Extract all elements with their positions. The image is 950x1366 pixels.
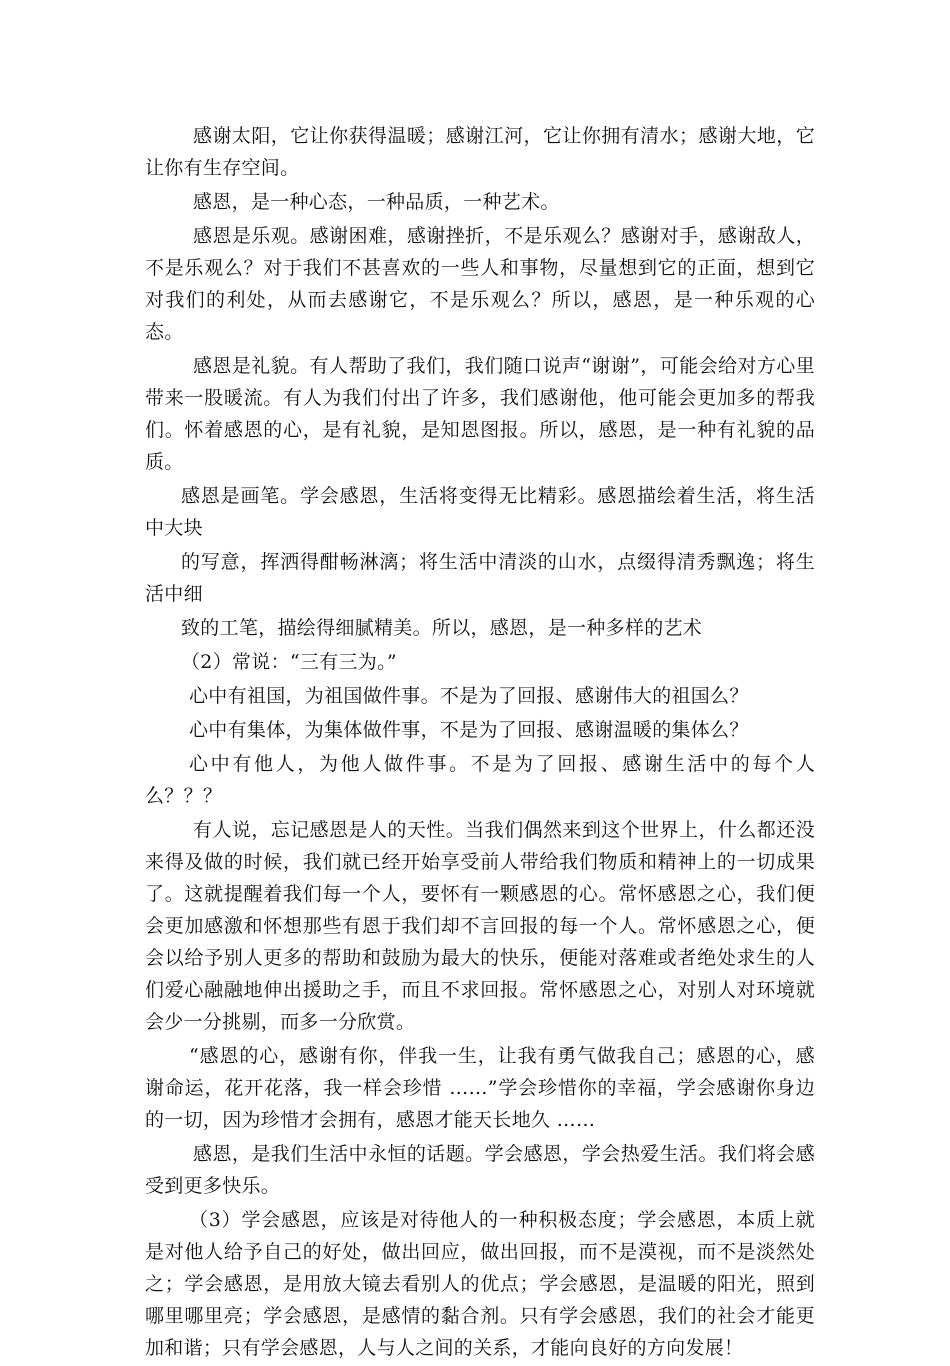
paragraph-gratitude-brush-2: 的写意，挥洒得酣畅淋漓；将生活中清淡的山水，点缀得清秀飘逸；将生活中细 <box>145 551 815 605</box>
paragraph-gratitude-brush-3: 致的工笔，描绘得细腻精美。所以，感恩，是一种多样的艺术 <box>181 617 703 639</box>
paragraph-thank-nature: 感谢太阳，它让你获得温暖；感谢江河，它让你拥有清水；感谢大地，它让你有生存空间。 <box>145 125 815 179</box>
paragraph-song-quote: “感恩的心，感谢有你，伴我一生，让我有勇气做我自己；感恩的心，感谢命运，花开花落，我一样会珍惜 ……”学会珍惜你的幸福，学会感谢你身边的一切，因为珍惜才会拥有，感恩才能天长地久 …… <box>145 1045 815 1131</box>
paragraph-others: 心中有他人，为他人做件事。不是为了回报、感谢生活中的每个人么？？？ <box>145 753 815 807</box>
paragraph-gratitude-politeness: 感恩是礼貌。有人帮助了我们，我们随口说声“谢谢”，可能会给对方心里带来一股暖流。有人为我们付出了许多，我们感谢他，他可能会更加多的帮我们。怀着感恩的心，是有礼貌，是知恩图报。所以，感恩，是一种有礼貌的品质。 <box>145 355 815 473</box>
paragraph-collective: 心中有集体，为集体做件事，不是为了回报、感谢温暖的集体么？ <box>189 719 749 741</box>
paragraph-gratitude-definition: 感恩，是一种心态，一种品质，一种艺术。 <box>193 191 560 213</box>
paragraph-learn-gratitude: （3）学会感恩，应该是对待他人的一种积极态度；学会感恩，本质上就是对他人给予自己的好处，做出回应，做出回报，而不是漠视，而不是淡然处之；学会感恩，是用放大镜去看别人的优点；学会感恩，是温暖的阳光，照到哪里哪里亮；学会感恩，是感情的黏合剂。只有学会感恩，我们的社会才能更加和谐；只有学会感恩，人与人之间的关系，才能向良好的方向发展！ <box>145 1209 815 1359</box>
paragraph-motherland: 心中有祖国，为祖国做件事。不是为了回报、感谢伟大的祖国么？ <box>189 685 749 707</box>
paragraph-gratitude-optimism: 感恩是乐观。感谢困难，感谢挫折，不是乐观么？感谢对手，感谢敌人，不是乐观么？对于我们不甚喜欢的一些人和事物，尽量想到它的正面，想到它对我们的利处，从而去感谢它，不是乐观么？所以，感恩，是一种乐观的心态。 <box>145 225 815 343</box>
paragraph-grateful-heart: 有人说，忘记感恩是人的天性。当我们偶然来到这个世界上，什么都还没来得及做的时候，我们就已经开始享受前人带给我们物质和精神上的一切成果了。这就提醒着我们每一个人，要怀有一颗感恩的心。常怀感恩之心，我们便会更加感激和怀想那些有恩于我们却不言回报的每一个人。常怀感恩之心，便会以给予别人更多的帮助和鼓励为最大的快乐，便能对落难或者绝处求生的人们爱心融融地伸出援助之手，而且不求回报。常怀感恩之心，对别人对环境就会少一分挑剔，而多一分欣赏。 <box>145 819 815 1033</box>
section-heading-2: （2）常说：“三有三为。” <box>181 651 397 673</box>
document-page <box>145 120 815 1366</box>
paragraph-eternal-topic: 感恩，是我们生活中永恒的话题。学会感恩，学会热爱生活。我们将会感受到更多快乐。 <box>145 1143 815 1197</box>
paragraph-gratitude-brush-1: 感恩是画笔。学会感恩，生活将变得无比精彩。感恩描绘着生活，将生活中大块 <box>145 485 815 539</box>
